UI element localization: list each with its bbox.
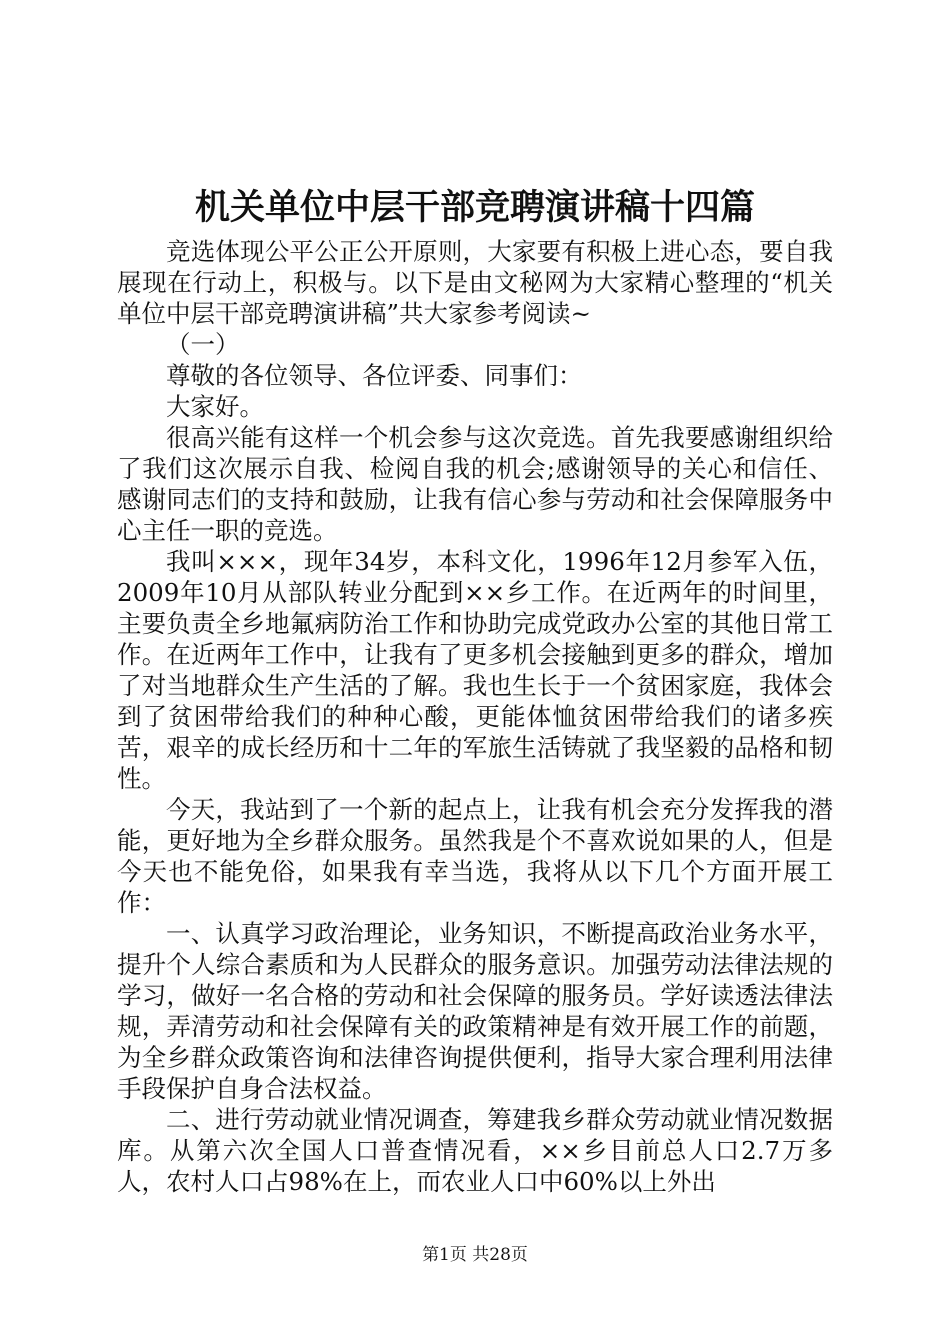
document-title: 机关单位中层干部竞聘演讲稿十四篇: [194, 187, 755, 228]
body-paragraph: 二、进行劳动就业情况调查，筹建我乡群众劳动就业情况数据库。从第六次全国人口普查情况看，××乡目前总人口2.7万多人，农村人口占98%在上，而农业人口中60%以上外出: [117, 1105, 833, 1196]
body-paragraph: 今天，我站到了一个新的起点上，让我有机会充分发挥我的潜能，更好地为全乡群众服务。虽然我是个不喜欢说如果的人，但是今天也不能免俗，如果我有幸当选，我将从以下几个方面开展工作：: [117, 795, 833, 917]
intro-paragraph: 竞选体现公平公正公开原则，大家要有积极上进心态，要自我展现在行动上，积极与。以下是由文秘网为大家精心整理的“机关单位中层干部竞聘演讲稿”共大家参考阅读~: [117, 237, 833, 328]
document-body: [117, 236, 833, 1197]
page-footer: 第1页 共28页: [422, 1245, 528, 1265]
body-paragraph: 我叫×××，现年34岁，本科文化，1996年12月参军入伍，2009年10月从部队转业分配到××乡工作。在近两年的时间里，主要负责全乡地氟病防治工作和协助完成党政办公室的其他日常工作。在近两年工作中，让我有了更多机会接触到更多的群众，增加了对当地群众生产生活的了解。我也生长于一个贫困家庭，我体会到了贫困带给我们的种种心酸，更能体恤贫困带给我们的诸多疾苦，艰辛的成长经历和十二年的军旅生活铸就了我坚毅的品格和韧性。: [117, 547, 833, 793]
section-number: （一）: [166, 330, 240, 359]
greeting: 大家好。: [166, 392, 264, 421]
body-paragraph: 一、认真学习政治理论，业务知识，不断提高政治业务水平，提升个人综合素质和为人民群众的服务意识。加强劳动法律法规的学习，做好一名合格的劳动和社会保障的服务员。学好读透法律法规，弄清劳动和社会保障有关的政策精神是有效开展工作的前题，为全乡群众政策咨询和法律咨询提供便利，指导大家合理利用法律手段保护自身合法权益。: [117, 919, 833, 1103]
salutation: 尊敬的各位领导、各位评委、同事们：: [166, 361, 583, 390]
body-paragraph: 很高兴能有这样一个机会参与这次竞选。首先我要感谢组织给了我们这次展示自我、检阅自我的机会;感谢领导的关心和信任、感谢同志们的支持和鼓励，让我有信心参与劳动和社会保障服务中心主任一职的竞选。: [117, 423, 833, 545]
